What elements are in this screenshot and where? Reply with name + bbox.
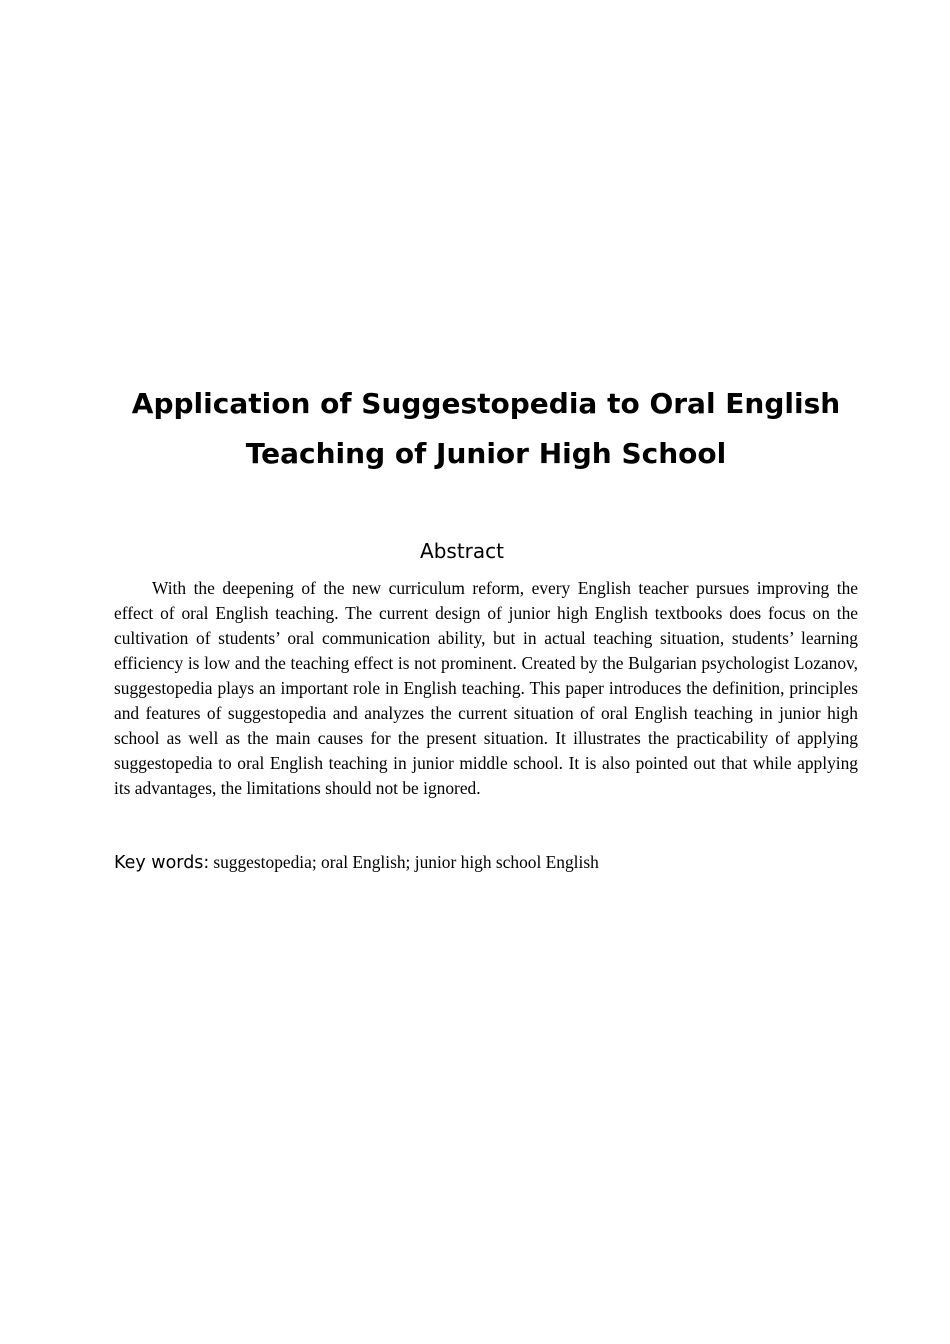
paper-title-line-1: Application of Suggestopedia to Oral English — [131, 387, 841, 420]
paper-title-line-2: Teaching of Junior High School — [245, 437, 727, 470]
abstract-body: With the deepening of the new curriculum reform, every English teacher pursues improving the effect of oral English teaching. The current design of junior high English textbooks does focus on the cultivation of students’ oral communication ability, but in actual teaching situation, students’ learning efficiency is low and the teaching effect is not prominent. Created by the Bulgarian psychologist Lozanov, suggestopedia plays an important role in English teaching. This paper introduces the definition, principles and features of suggestopedia and analyzes the current situation of oral English teaching in junior high school as well as the main causes for the present situation. It illustrates the practicability of applying suggestopedia to oral English teaching in junior middle school. It is also pointed out that while applying its advantages, the limitations should not be ignored. — [114, 578, 858, 798]
keywords-value: suggestopedia; oral English; junior high school English — [213, 852, 599, 872]
abstract-heading: Abstract — [420, 539, 504, 563]
keywords-line — [114, 849, 858, 877]
keywords-label: Key words: — [114, 853, 210, 873]
paper-title — [100, 379, 872, 479]
